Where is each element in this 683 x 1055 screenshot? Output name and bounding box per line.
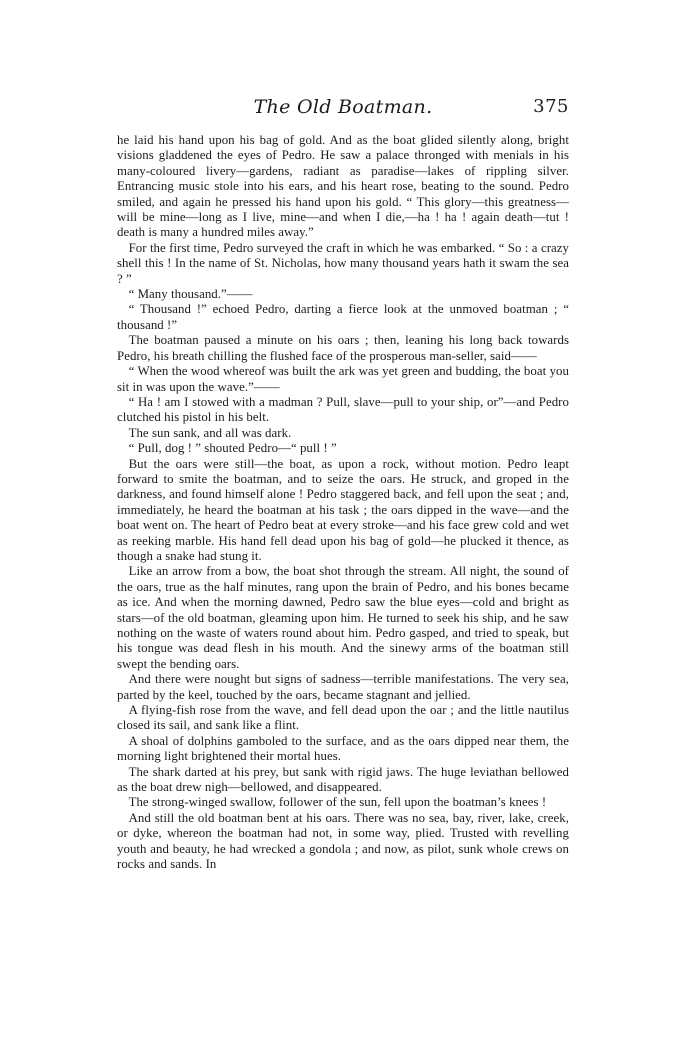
running-header [117,96,569,122]
paragraph: “ Ha ! am I stowed with a madman ? Pull, slave—pull to your ship, or”—and Pedro clutched his pistol in his belt. [117,394,569,425]
paragraph: The shark darted at his prey, but sank with rigid jaws. The huge leviathan bellowed as the boat drew nigh—bellowed, and disappeared. [117,764,569,795]
paragraph: The strong-winged swallow, follower of the sun, fell upon the boatman’s knees ! [128,795,547,810]
paragraph: A shoal of dolphins gamboled to the surface, and as the oars dipped near them, the morning light brightened their mortal hues. [117,733,569,764]
paragraph: The boatman paused a minute on his oars ; then, leaning his long back towards Pedro, his breath chilling the flushed face of the prosperous man-seller, said—— [117,333,569,363]
paragraph: And still the old boatman bent at his oars. There was no sea, bay, river, lake, creek, or dyke, whereon the boatman had not, in some way, plied. Trusted with revelling youth and beauty, he had wrecked a gondola ; and now, as pilot, sunk whole crews on rocks and sands. In [117,810,569,872]
paragraph: he laid his hand upon his bag of gold. And as the boat glided silently along, bright visions gladdened the eyes of Pedro. He saw a palace thronged with menials in his many-coloured livery—gardens, radiant as paradise—lakes of rippling silver. Entrancing music stole into his ears, and his heart rose, beating to the sound. Pedro smiled, and again he pressed his hand upon his gold. “ This glory—this greatness—will be mine—long as I live, mine—and when I die,—ha ! ha ! again death—tut ! death is many a hundred miles away.” [117,133,569,240]
paragraph: “ When the wood whereof was built the ark was yet green and budding, the boat you sit in was upon the wave.”—— [117,364,569,394]
paragraph: Like an arrow from a bow, the boat shot through the stream. All night, the sound of the oars, true as the half minutes, rang upon the brain of Pedro, and his bones became as ice. And when the morning dawned, Pedro saw the blue eyes—cold and bright as stars—of the old boatman, gleaming upon him. He turned to seek his ship, and he saw nothing on the waste of waters round about him. Pedro gasped, and tried to speak, but his tongue was dead flesh in his mouth. And the sinewy arms of the boatman still swept the bending oars. [117,564,569,671]
paragraph: A flying-fish rose from the wave, and fell dead upon the oar ; and the little nautilus closed its sail, and sank like a flint. [117,703,569,733]
body-text [117,133,569,873]
paragraph: And there were nought but signs of sadness—terrible manifestations. The very sea, parted by the keel, touched by the oars, became stagnant and jellied. [117,672,569,702]
page-number: 375 [533,96,569,117]
paragraph: “ Pull, dog ! ” shouted Pedro—“ pull ! ” [128,441,337,456]
paragraph: The sun sank, and all was dark. [128,425,292,440]
paragraph: “ Thousand !” echoed Pedro, darting a fierce look at the unmoved boatman ; “ thousand !” [117,302,569,332]
running-title: The Old Boatman. [253,96,433,118]
paragraph: But the oars were still—the boat, as upon a rock, without motion. Pedro leapt forward to smite the boatman, and to seize the oars. He struck, and groped in the darkness, and found himself alone ! Pedro staggered back, and fell upon the seat ; and, immediately, he heard the boatman at his task ; the oars dipped in the wave—and the boat went on. The heart of Pedro beat at every stroke—and his face grew cold and wet as reeking marble. His hand fell dead upon his bag of gold—he plucked it thence, as though a snake had stung it. [117,456,569,563]
paragraph: “ Many thousand.”—— [128,287,253,302]
paragraph: For the first time, Pedro surveyed the craft in which he was embarked. “ So : a crazy shell this ! In the name of St. Nicholas, how many thousand years hath it swam the sea ? ” [117,240,569,286]
